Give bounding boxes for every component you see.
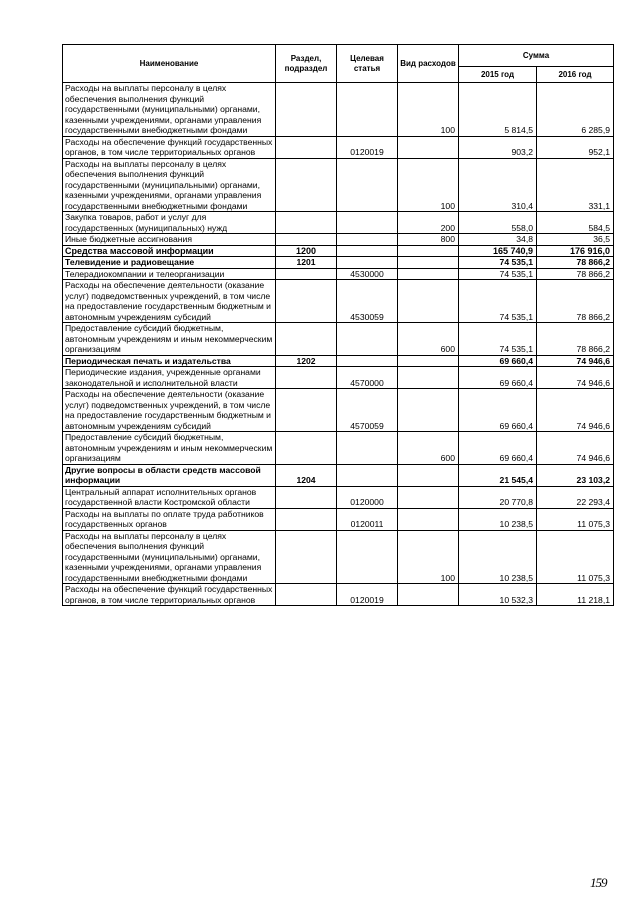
cell-target — [337, 212, 398, 234]
cell-2016: 78 866,2 — [537, 268, 614, 280]
table-row — [63, 257, 614, 269]
cell-section: 1202 — [276, 355, 337, 367]
cell-name: Телевидение и радиовещание — [63, 257, 276, 269]
cell-target — [337, 234, 398, 246]
cell-2016: 78 866,2 — [537, 323, 614, 356]
cell-section — [276, 389, 337, 432]
cell-2016: 11 075,3 — [537, 508, 614, 530]
cell-name: Предоставление субсидий бюджетным, автономным учреждениям и иным некоммерческим организациям — [63, 323, 276, 356]
cell-name: Центральный аппарат исполнительных органов государственной власти Костромской области — [63, 486, 276, 508]
table-row — [63, 508, 614, 530]
table-row — [63, 584, 614, 606]
table-row — [63, 268, 614, 280]
cell-2015: 74 535,1 — [459, 268, 537, 280]
cell-section — [276, 280, 337, 323]
cell-target: 0120011 — [337, 508, 398, 530]
cell-2016: 584,5 — [537, 212, 614, 234]
cell-2015: 20 770,8 — [459, 486, 537, 508]
cell-section: 1201 — [276, 257, 337, 269]
cell-name: Другие вопросы в области средств массовой информации — [63, 464, 276, 486]
cell-target — [337, 432, 398, 465]
cell-section — [276, 158, 337, 212]
cell-2016: 78 866,2 — [537, 257, 614, 269]
cell-2016: 74 946,6 — [537, 367, 614, 389]
cell-target — [337, 257, 398, 269]
cell-kind — [398, 355, 459, 367]
table-row — [63, 136, 614, 158]
cell-target — [337, 530, 398, 584]
cell-2016: 78 866,2 — [537, 280, 614, 323]
table-row — [63, 158, 614, 212]
table-row — [63, 367, 614, 389]
table-row — [63, 83, 614, 137]
header-target: Целевая статья — [337, 45, 398, 83]
table-row — [63, 389, 614, 432]
table-row — [63, 323, 614, 356]
cell-2016: 23 103,2 — [537, 464, 614, 486]
cell-section — [276, 530, 337, 584]
cell-section: 1204 — [276, 464, 337, 486]
cell-target: 4530059 — [337, 280, 398, 323]
cell-kind — [398, 508, 459, 530]
cell-2016: 22 293,4 — [537, 486, 614, 508]
cell-section — [276, 268, 337, 280]
cell-name: Расходы на выплаты персоналу в целях обеспечения выполнения функций государственными (муниципальными) органами, казенными учреждениями, органами управления государственными внебюджетными фондами — [63, 530, 276, 584]
cell-2016: 176 916,0 — [537, 245, 614, 257]
cell-2015: 10 532,3 — [459, 584, 537, 606]
cell-target: 0120019 — [337, 136, 398, 158]
cell-2016: 11 075,3 — [537, 530, 614, 584]
cell-name: Расходы на обеспечение деятельности (оказание услуг) подведомственных учреждений, в том числе на предоставление государственным бюджетным и автономным учреждениям субсидий — [63, 280, 276, 323]
cell-target — [337, 464, 398, 486]
table-row — [63, 245, 614, 257]
cell-2015: 310,4 — [459, 158, 537, 212]
cell-name: Расходы на обеспечение функций государственных органов, в том числе территориальных органов — [63, 584, 276, 606]
cell-2016: 74 946,6 — [537, 355, 614, 367]
cell-target: 4570059 — [337, 389, 398, 432]
cell-2015: 903,2 — [459, 136, 537, 158]
cell-2016: 74 946,6 — [537, 389, 614, 432]
cell-kind: 100 — [398, 158, 459, 212]
cell-name: Телерадиокомпании и телеорганизации — [63, 268, 276, 280]
cell-kind: 800 — [398, 234, 459, 246]
cell-section — [276, 234, 337, 246]
cell-kind — [398, 257, 459, 269]
cell-section — [276, 486, 337, 508]
cell-name: Расходы на выплаты персоналу в целях обеспечения выполнения функций государственными (муниципальными) органами, казенными учреждениями, органами управления государственными внебюджетными фондами — [63, 83, 276, 137]
cell-name: Периодические издания, учрежденные органами законодательной и исполнительной власти — [63, 367, 276, 389]
cell-2015: 165 740,9 — [459, 245, 537, 257]
cell-kind — [398, 486, 459, 508]
cell-2016: 36,5 — [537, 234, 614, 246]
cell-name: Предоставление субсидий бюджетным, автономным учреждениям и иным некоммерческим организациям — [63, 432, 276, 465]
cell-section — [276, 508, 337, 530]
cell-name: Расходы на выплаты по оплате труда работников государственных органов — [63, 508, 276, 530]
cell-target: 0120019 — [337, 584, 398, 606]
budget-table — [62, 44, 614, 606]
cell-kind — [398, 584, 459, 606]
cell-2016: 331,1 — [537, 158, 614, 212]
cell-section — [276, 136, 337, 158]
cell-section — [276, 584, 337, 606]
cell-name: Закупка товаров, работ и услуг для государственных (муниципальных) нужд — [63, 212, 276, 234]
cell-2015: 69 660,4 — [459, 432, 537, 465]
cell-target — [337, 355, 398, 367]
cell-section — [276, 432, 337, 465]
cell-2015: 21 545,4 — [459, 464, 537, 486]
table-row — [63, 464, 614, 486]
cell-section — [276, 212, 337, 234]
cell-2015: 69 660,4 — [459, 367, 537, 389]
cell-kind: 100 — [398, 83, 459, 137]
cell-target: 4530000 — [337, 268, 398, 280]
cell-kind — [398, 245, 459, 257]
cell-target: 4570000 — [337, 367, 398, 389]
header-section: Раздел, подраздел — [276, 45, 337, 83]
table-row — [63, 432, 614, 465]
cell-name: Средства массовой информации — [63, 245, 276, 257]
header-kind: Вид расходов — [398, 45, 459, 83]
header-2016: 2016 год — [537, 67, 614, 83]
cell-2015: 74 535,1 — [459, 323, 537, 356]
cell-name: Расходы на обеспечение функций государственных органов, в том числе территориальных органов — [63, 136, 276, 158]
table-row — [63, 530, 614, 584]
header-name: Наименование — [63, 45, 276, 83]
cell-2015: 558,0 — [459, 212, 537, 234]
cell-kind — [398, 367, 459, 389]
cell-section — [276, 367, 337, 389]
cell-kind — [398, 268, 459, 280]
cell-section: 1200 — [276, 245, 337, 257]
cell-section — [276, 83, 337, 137]
cell-2015: 74 535,1 — [459, 280, 537, 323]
cell-kind — [398, 280, 459, 323]
header-2015: 2015 год — [459, 67, 537, 83]
cell-section — [276, 323, 337, 356]
cell-2015: 34,8 — [459, 234, 537, 246]
table-row — [63, 234, 614, 246]
cell-name: Расходы на выплаты персоналу в целях обеспечения выполнения функций государственными (муниципальными) органами, казенными учреждениями, органами управления государственными внебюджетными фондами — [63, 158, 276, 212]
cell-kind: 100 — [398, 530, 459, 584]
cell-kind: 600 — [398, 323, 459, 356]
cell-target — [337, 158, 398, 212]
cell-2015: 74 535,1 — [459, 257, 537, 269]
cell-name: Расходы на обеспечение деятельности (оказание услуг) подведомственных учреждений, в том числе на предоставление государственным бюджетным и автономным учреждениям субсидий — [63, 389, 276, 432]
cell-kind — [398, 464, 459, 486]
table-row — [63, 355, 614, 367]
header-sum: Сумма — [459, 45, 614, 67]
cell-2015: 69 660,4 — [459, 389, 537, 432]
cell-2016: 952,1 — [537, 136, 614, 158]
table-row — [63, 280, 614, 323]
cell-kind — [398, 389, 459, 432]
cell-2015: 10 238,5 — [459, 530, 537, 584]
cell-name: Периодическая печать и издательства — [63, 355, 276, 367]
cell-kind: 200 — [398, 212, 459, 234]
table-row — [63, 212, 614, 234]
cell-target — [337, 245, 398, 257]
table-row — [63, 486, 614, 508]
cell-target — [337, 83, 398, 137]
cell-name: Иные бюджетные ассигнования — [63, 234, 276, 246]
cell-target: 0120000 — [337, 486, 398, 508]
cell-kind: 600 — [398, 432, 459, 465]
cell-target — [337, 323, 398, 356]
cell-2016: 11 218,1 — [537, 584, 614, 606]
cell-2015: 5 814,5 — [459, 83, 537, 137]
page-number: 159 — [590, 875, 607, 890]
cell-2015: 69 660,4 — [459, 355, 537, 367]
cell-kind — [398, 136, 459, 158]
cell-2015: 10 238,5 — [459, 508, 537, 530]
cell-2016: 74 946,6 — [537, 432, 614, 465]
cell-2016: 6 285,9 — [537, 83, 614, 137]
